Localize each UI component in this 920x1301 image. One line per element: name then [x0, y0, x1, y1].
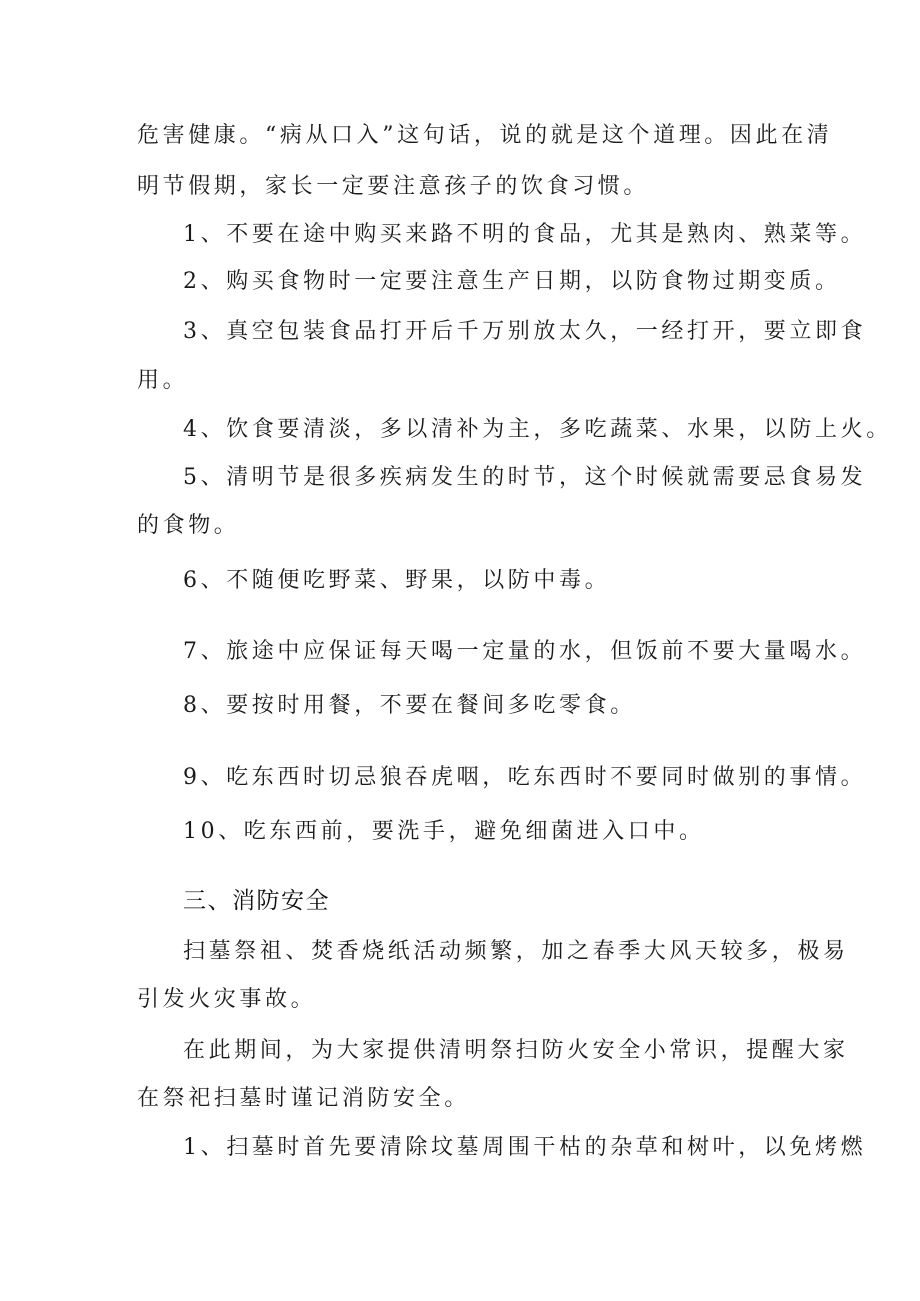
text-line: 的食物。	[137, 513, 240, 538]
list-item: 5、清明节是很多疾病发生的时节，这个时候就需要忌食易发	[183, 465, 867, 490]
list-item: 2、购买食物时一定要注意生产日期，以防食物过期变质。	[183, 269, 841, 294]
list-item: 1、扫墓时首先要清除坟墓周围干枯的杂草和树叶，以免烤燃	[183, 1135, 867, 1160]
text-line: 在祭祀扫墓时谨记消防安全。	[137, 1086, 470, 1111]
section-heading: 三、消防安全	[183, 888, 330, 914]
list-item: 1、不要在途中购买来路不明的食品，尤其是熟肉、熟菜等。	[183, 222, 867, 247]
list-item: 6、不随便吃野菜、野果，以防中毒。	[183, 568, 611, 593]
list-item: 3、真空包装食品打开后千万别放太久，一经打开，要立即食	[183, 319, 867, 344]
text-line: 在此期间，为大家提供清明祭扫防火安全小常识，提醒大家	[183, 1038, 849, 1063]
text-line: 扫墓祭祖、焚香烧纸活动频繁，加之春季大风天较多，极易	[183, 939, 849, 964]
text-line: 引发火灾事故。	[137, 987, 317, 1012]
list-item: 9、吃东西时切忌狼吞虎咽，吃东西时不要同时做别的事情。	[183, 765, 867, 790]
list-item: 8、要按时用餐，不要在餐间多吃零食。	[183, 693, 636, 718]
text-line: 危害健康。“病从口入”这句话，说的就是这个道理。因此在清	[137, 123, 833, 148]
list-item: 7、旅途中应保证每天喝一定量的水，但饭前不要大量喝水。	[183, 639, 867, 664]
text-line: 明节假期，家长一定要注意孩子的饮食习惯。	[137, 174, 650, 199]
list-item: 10、吃东西前，要洗手，避免细菌进入口中。	[183, 819, 705, 844]
list-item: 4、饮食要清淡，多以清补为主，多吃蔬菜、水果，以防上火。	[183, 417, 892, 442]
text-line: 用。	[137, 368, 189, 393]
